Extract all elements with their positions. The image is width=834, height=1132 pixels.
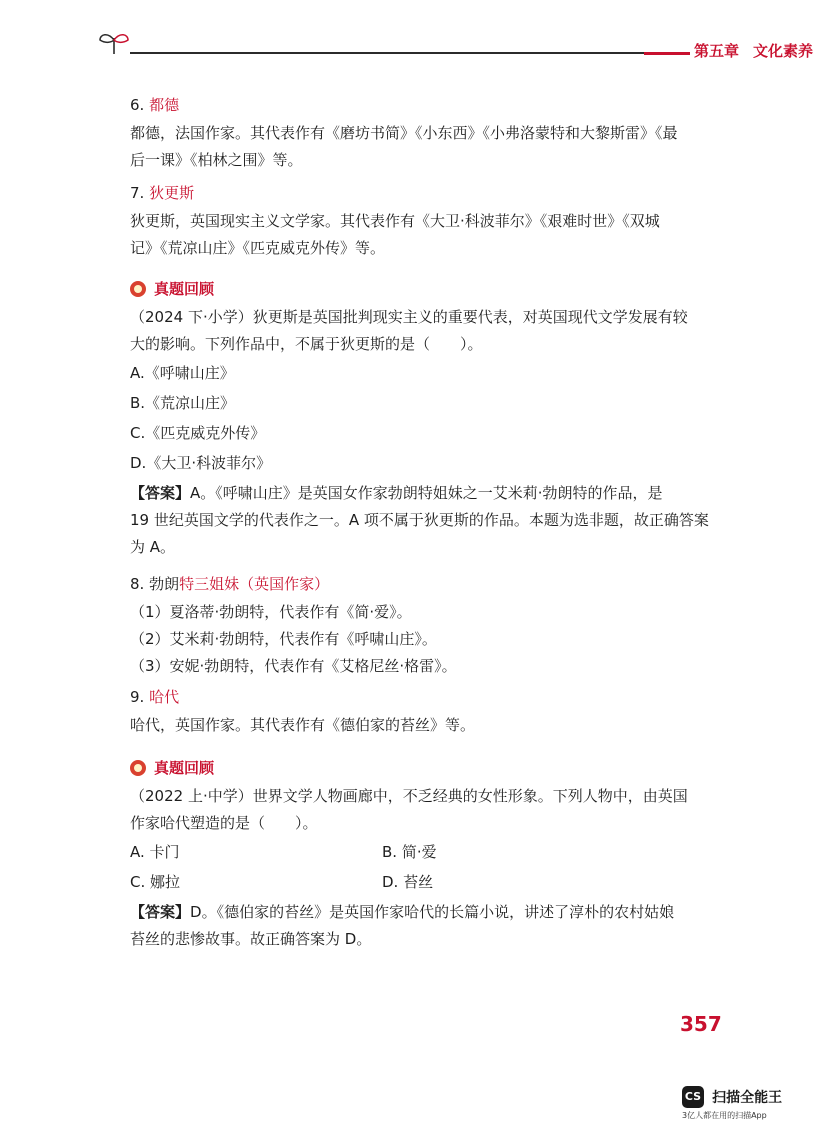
header-accent-rule xyxy=(644,52,690,55)
review-options-2 xyxy=(130,837,730,897)
section-body-8: （1）夏洛蒂·勃朗特，代表作有《简·爱》。 （2）艾米莉·勃朗特，代表作有《呼啸山庄》。 （3）安妮·勃朗特，代表作有《艾格尼丝·格雷》。 xyxy=(130,603,457,675)
option-c: C.《匹克威克外传》 xyxy=(130,424,266,442)
answer-label: 【答案】 xyxy=(130,903,191,921)
chapter-number: 第五章 xyxy=(694,42,740,60)
scanner-logo-icon: CS xyxy=(682,1086,704,1108)
option-a: A. 卡门 xyxy=(130,843,180,861)
option-d: D.《大卫·科波菲尔》 xyxy=(130,454,272,472)
review-question-1: （2024 下·小学）狄更斯是英国批判现实主义的重要代表，对英国现代文学发展有较 大的影响。下列作品中，不属于狄更斯的是（ ）。 xyxy=(130,308,688,353)
option-d: D. 苔丝 xyxy=(382,873,434,891)
section-body-9: 哈代，英国作家。其代表作有《德伯家的苔丝》等。 xyxy=(130,716,476,734)
lightbulb-icon xyxy=(130,760,146,776)
chapter-title xyxy=(694,40,834,61)
review-options-1 xyxy=(130,358,730,478)
review-answer-2: 【答案】D。《德伯家的苔丝》是英国作家哈代的长篇小说，讲述了淳朴的农村姑娘 苔丝的悲惨故事。故正确答案为 D。 xyxy=(130,903,675,948)
answer-label: 【答案】 xyxy=(130,484,191,502)
scanner-brand: 扫描全能王 xyxy=(712,1090,783,1106)
section-title-8: 8. 勃朗特三姐妹（英国作家） xyxy=(130,575,330,593)
review-answer-1: 【答案】A。《呼啸山庄》是英国女作家勃朗特姐妹之一艾米莉·勃朗特的作品，是 19 世纪英国文学的代表作之一。A 项不属于狄更斯的作品。本题为选非题，故正确答案 为 A。 xyxy=(130,484,709,556)
header-rule xyxy=(130,52,650,54)
sprout-icon xyxy=(96,28,132,58)
page-number: 357 xyxy=(680,1012,722,1036)
scanner-slogan: 3亿人都在用的扫描App xyxy=(682,1111,767,1120)
section-title-7: 7. 狄更斯 xyxy=(130,184,195,202)
review-heading-1: 真题回顾 xyxy=(130,276,730,302)
scanner-watermark xyxy=(682,1086,792,1121)
section-title-6: 6. 都德 xyxy=(130,96,180,114)
section-title-9: 9. 哈代 xyxy=(130,688,180,706)
review-question-2: （2022 上·中学）世界文学人物画廊中，不乏经典的女性形象。下列人物中，由英国 作家哈代塑造的是（ ）。 xyxy=(130,787,688,832)
main-content xyxy=(130,88,730,953)
page-header xyxy=(96,28,814,68)
section-body-6: 都德，法国作家。其代表作有《磨坊书简》《小东西》《小弗洛蒙特和大黎斯雷》《最 后一课》《柏林之围》等。 xyxy=(130,124,678,169)
review-heading-2: 真题回顾 xyxy=(130,755,730,781)
option-a: A.《呼啸山庄》 xyxy=(130,364,235,382)
section-body-7: 狄更斯，英国现实主义文学家。其代表作有《大卫·科波菲尔》《艰难时世》《双城 记》《荒凉山庄》《匹克威克外传》等。 xyxy=(130,212,660,257)
option-c: C. 娜拉 xyxy=(130,873,181,891)
option-b: B. 简·爱 xyxy=(382,843,437,861)
chapter-name: 文化素养 xyxy=(753,42,814,60)
lightbulb-icon xyxy=(130,281,146,297)
option-b: B.《荒凉山庄》 xyxy=(130,394,236,412)
